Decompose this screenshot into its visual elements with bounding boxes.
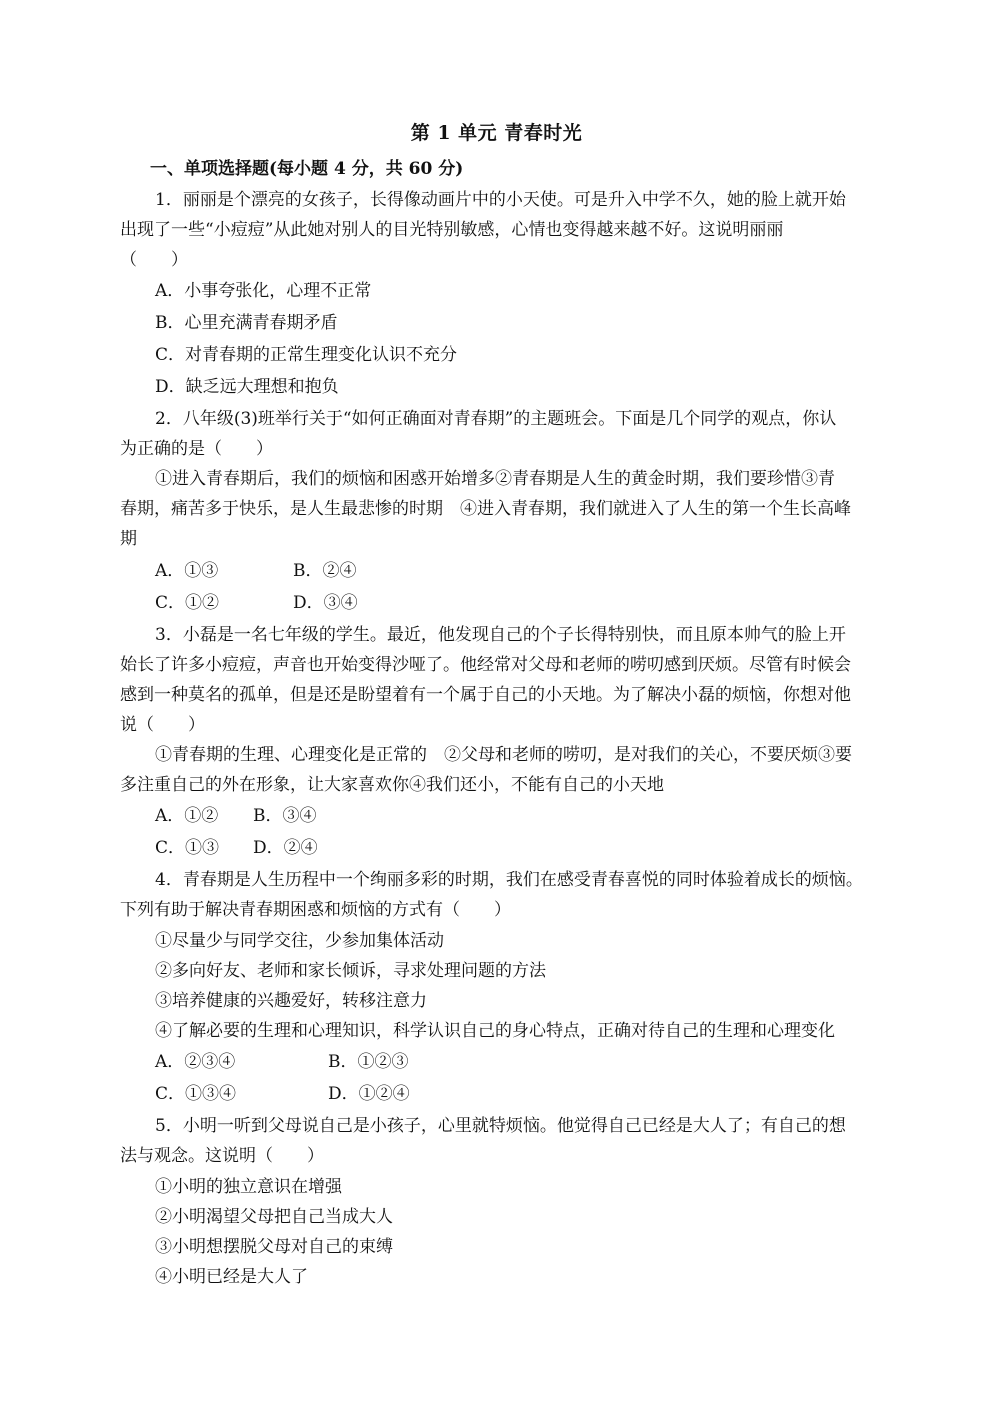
question-5-statement: ③小明想摆脱父母对自己的束缚 [155,1237,393,1257]
question-4-option-a: A．②③④ [155,1052,236,1072]
question-3-option-d: D．②④ [253,838,318,858]
question-1-stem-line: 1．丽丽是个漂亮的女孩子，长得像动画片中的小天使。可是升入中学不久，她的脸上就开始 [155,190,846,210]
question-2-option-a: A．①③ [155,561,219,581]
question-1-answer-blank: （ ） [120,250,188,270]
question-1-option-c: C．对青春期的正常生理变化认识不充分 [155,345,458,365]
question-4-statement: ④了解必要的生理和心理知识，科学认识自己的身心特点，正确对待自己的生理和心理变化 [155,1021,835,1041]
question-2-stem-line: 为正确的是（ ） [120,439,273,459]
question-1-option-b: B．心里充满青春期矛盾 [155,313,338,333]
question-2-statement-line: ①进入青春期后，我们的烦恼和困惑开始增多②青春期是人生的黄金时期，我们要珍惜③青 [155,469,835,489]
question-2-statement-line: 春期，痛苦多于快乐，是人生最悲惨的时期 ④进入青春期，我们就进入了人生的第一个生长高峰 [120,499,851,519]
question-5-stem-line: 5．小明一听到父母说自己是小孩子，心里就特烦恼。他觉得自己已经是大人了；有自己的想 [155,1116,846,1136]
question-2-option-b: B．②④ [293,561,357,581]
question-2-statement-line: 期 [120,529,137,549]
question-4-stem-line: 4．青春期是人生历程中一个绚丽多彩的时期，我们在感受青春喜悦的同时体验着成长的烦恼。 [155,870,863,890]
question-5-statement: ②小明渴望父母把自己当成大人 [155,1207,393,1227]
question-4-option-c: C．①③④ [155,1084,237,1104]
question-4-statement: ①尽量少与同学交往，少参加集体活动 [155,931,444,951]
page-title: 第 1 单元 青春时光 [410,122,583,144]
question-4-statement: ②多向好友、老师和家长倾诉，寻求处理问题的方法 [155,961,546,981]
question-3-stem-line: 说（ ） [120,715,205,735]
question-4-option-b: B．①②③ [328,1052,409,1072]
question-4-option-d: D．①②④ [328,1084,410,1104]
question-3-stem-line: 始长了许多小痘痘，声音也开始变得沙哑了。他经常对父母和老师的唠叨感到厌烦。尽管有时候会 [120,655,851,675]
question-3-option-c: C．①③ [155,838,220,858]
question-5-statement: ④小明已经是大人了 [155,1267,308,1287]
question-2-stem-line: 2．八年级(3)班举行关于“如何正确面对青春期”的主题班会。下面是几个同学的观点，你认 [155,409,837,429]
question-3-statement-line: ①青春期的生理、心理变化是正常的 ②父母和老师的唠叨，是对我们的关心，不要厌烦③要 [155,745,852,765]
question-1-option-a: A．小事夸张化，心理不正常 [155,281,372,301]
question-1-option-d: D．缺乏远大理想和抱负 [155,377,339,397]
question-5-statement: ①小明的独立意识在增强 [155,1177,342,1197]
question-3-option-b: B．③④ [253,806,317,826]
question-3-stem-line: 3．小磊是一名七年级的学生。最近，他发现自己的个子长得特别快，而且原本帅气的脸上开 [155,625,846,645]
question-4-statement: ③培养健康的兴趣爱好，转移注意力 [155,991,427,1011]
question-2-option-c: C．①② [155,593,220,613]
question-2-option-d: D．③④ [293,593,358,613]
question-4-stem-line: 下列有助于解决青春期困惑和烦恼的方式有（ ） [120,900,511,920]
question-3-statement-line: 多注重自己的外在形象，让大家喜欢你④我们还小，不能有自己的小天地 [120,775,664,795]
question-1-stem-line: 出现了一些“小痘痘”从此她对别人的目光特别敏感，心情也变得越来越不好。这说明丽丽 [120,220,784,240]
section-heading: 一、单项选择题(每小题 4 分，共 60 分) [150,159,464,179]
question-3-stem-line: 感到一种莫名的孤单，但是还是盼望着有一个属于自己的小天地。为了解决小磊的烦恼，你想对他 [120,685,851,705]
question-3-option-a: A．①② [155,806,219,826]
question-5-stem-line: 法与观念。这说明（ ） [120,1146,324,1166]
